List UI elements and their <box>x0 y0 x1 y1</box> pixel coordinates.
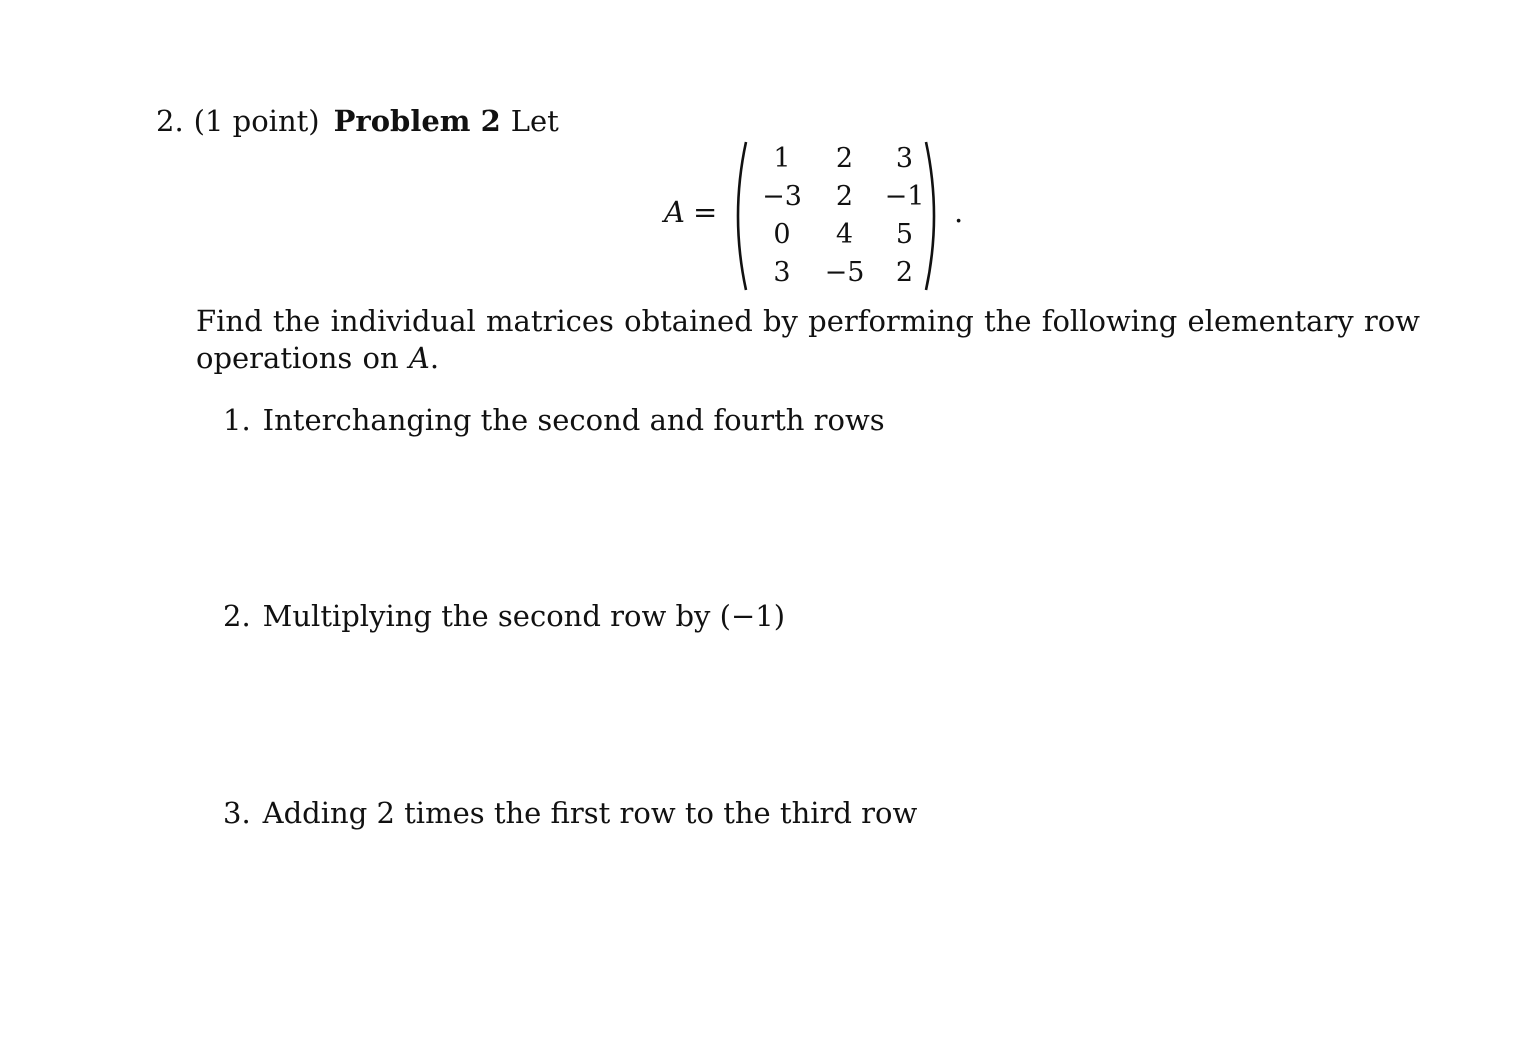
matrix-body <box>752 140 932 292</box>
matrix-cell: −3 <box>762 181 802 212</box>
matrix-variable: A <box>664 195 685 229</box>
matrix-cell: 0 <box>773 219 791 250</box>
problem-title: Problem 2 <box>333 104 501 138</box>
task-text: Interchanging the second and fourth rows <box>262 403 885 437</box>
instructions-text: Find the individual matrices obtained by performing the following elementary row operations on <box>196 304 1420 375</box>
matrix-cell: −1 <box>884 181 925 212</box>
instructions-paragraph <box>196 303 1456 377</box>
matrix-cell: 3 <box>895 143 914 174</box>
matrix-equation <box>660 140 980 292</box>
task-item-2 <box>223 597 785 635</box>
matrix-cell: 1 <box>773 143 791 174</box>
matrix-cell: 5 <box>895 219 914 250</box>
left-parenthesis <box>738 142 746 290</box>
equation-period: . <box>954 195 964 229</box>
equation-lhs <box>664 192 717 232</box>
problem-header <box>156 102 559 140</box>
matrix-cell: 2 <box>895 257 914 288</box>
matrix-cell: 2 <box>835 181 854 212</box>
matrix-cell: 3 <box>773 257 791 288</box>
task-item-1 <box>223 401 885 439</box>
problem-lead-in: Let <box>510 104 559 138</box>
problem-points: (1 point) <box>193 104 320 138</box>
task-number: 3. <box>223 796 251 830</box>
matrix-cell: −5 <box>824 257 865 288</box>
problem-number: 2. <box>156 104 184 138</box>
matrix-cell: 4 <box>835 219 854 250</box>
task-item-3 <box>223 794 917 832</box>
equals-sign: = <box>692 195 718 229</box>
instructions-variable: A <box>408 341 430 375</box>
matrix-cell: 2 <box>835 143 854 174</box>
task-number: 2. <box>223 599 251 633</box>
task-text: Adding 2 times the first row to the third row <box>262 796 918 830</box>
instructions-end: . <box>429 341 440 375</box>
task-number: 1. <box>223 403 251 437</box>
task-text: Multiplying the second row by (−1) <box>262 599 786 633</box>
